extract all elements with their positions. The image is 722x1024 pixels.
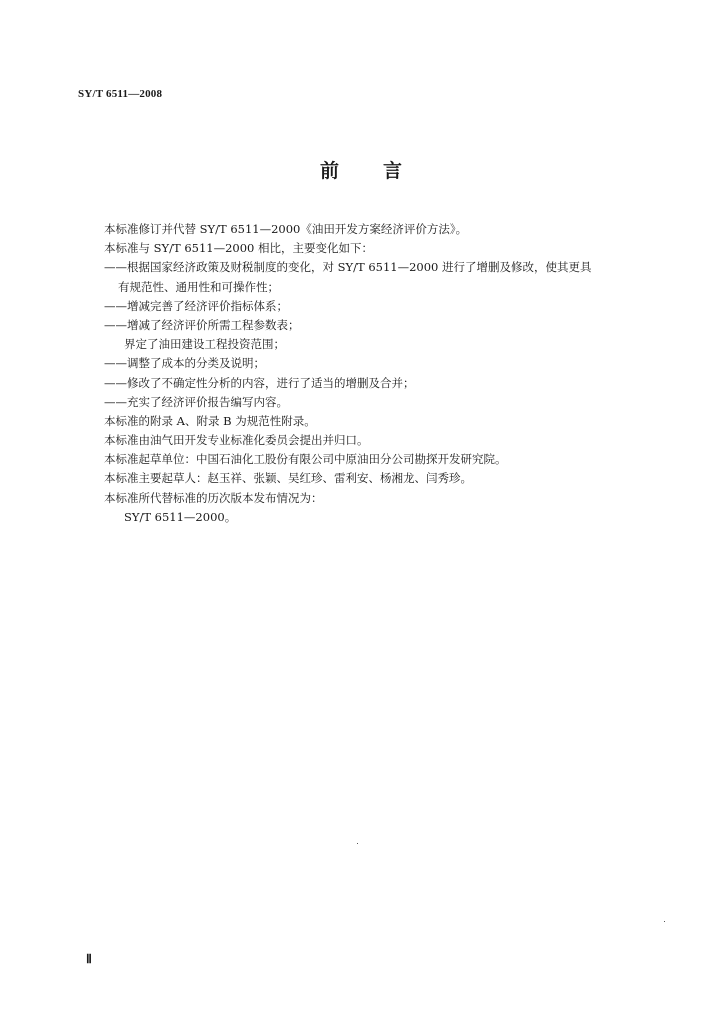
page-number: Ⅱ xyxy=(86,952,92,966)
standard-code: SY/T 6511—2008 xyxy=(78,88,163,100)
title-char-2: 言 xyxy=(383,160,403,182)
body-line: ——修改了不确定性分析的内容，进行了适当的增删及合并； xyxy=(104,375,415,390)
body-line: 本标准与 SY/T 6511—2000 相比，主要变化如下： xyxy=(104,241,374,256)
body-line: ——增减完善了经济评价指标体系； xyxy=(104,298,288,313)
body-line: 有规范性、通用性和可操作性； xyxy=(118,279,279,294)
body-line: 本标准由油气田开发专业标准化委员会提出并归口。 xyxy=(104,433,369,448)
body-line: ——调整了成本的分类及说明； xyxy=(104,356,265,371)
body-line: ——充实了经济评价报告编写内容。 xyxy=(104,394,288,409)
body-line: 本标准起草单位：中国石油化工股份有限公司中原油田分公司勘探开发研究院。 xyxy=(104,452,507,467)
body-line: 本标准修订并代替 SY/T 6511—2000《油田开发方案经济评价方法》。 xyxy=(104,222,468,236)
title-char-1: 前 xyxy=(319,160,339,182)
page-title xyxy=(0,156,722,183)
scan-speck xyxy=(664,921,665,922)
body-line: ——根据国家经济政策及财税制度的变化，对 SY/T 6511—2000 进行了增删及修改，使其更具 xyxy=(104,260,592,275)
body-line: ——增减了经济评价所需工程参数表； xyxy=(104,317,300,332)
body-line: 本标准所代替标准的历次版本发布情况为： xyxy=(104,490,323,505)
preface-body xyxy=(104,220,644,527)
body-line: 界定了油田建设工程投资范围； xyxy=(124,337,285,352)
body-line: 本标准主要起草人：赵玉祥、张颖、吴红珍、雷利安、杨湘龙、闫秀珍。 xyxy=(104,471,472,486)
scan-speck xyxy=(357,843,358,844)
body-line: SY/T 6511—2000。 xyxy=(124,509,237,524)
body-line: 本标准的附录 A、附录 B 为规范性附录。 xyxy=(104,413,316,428)
